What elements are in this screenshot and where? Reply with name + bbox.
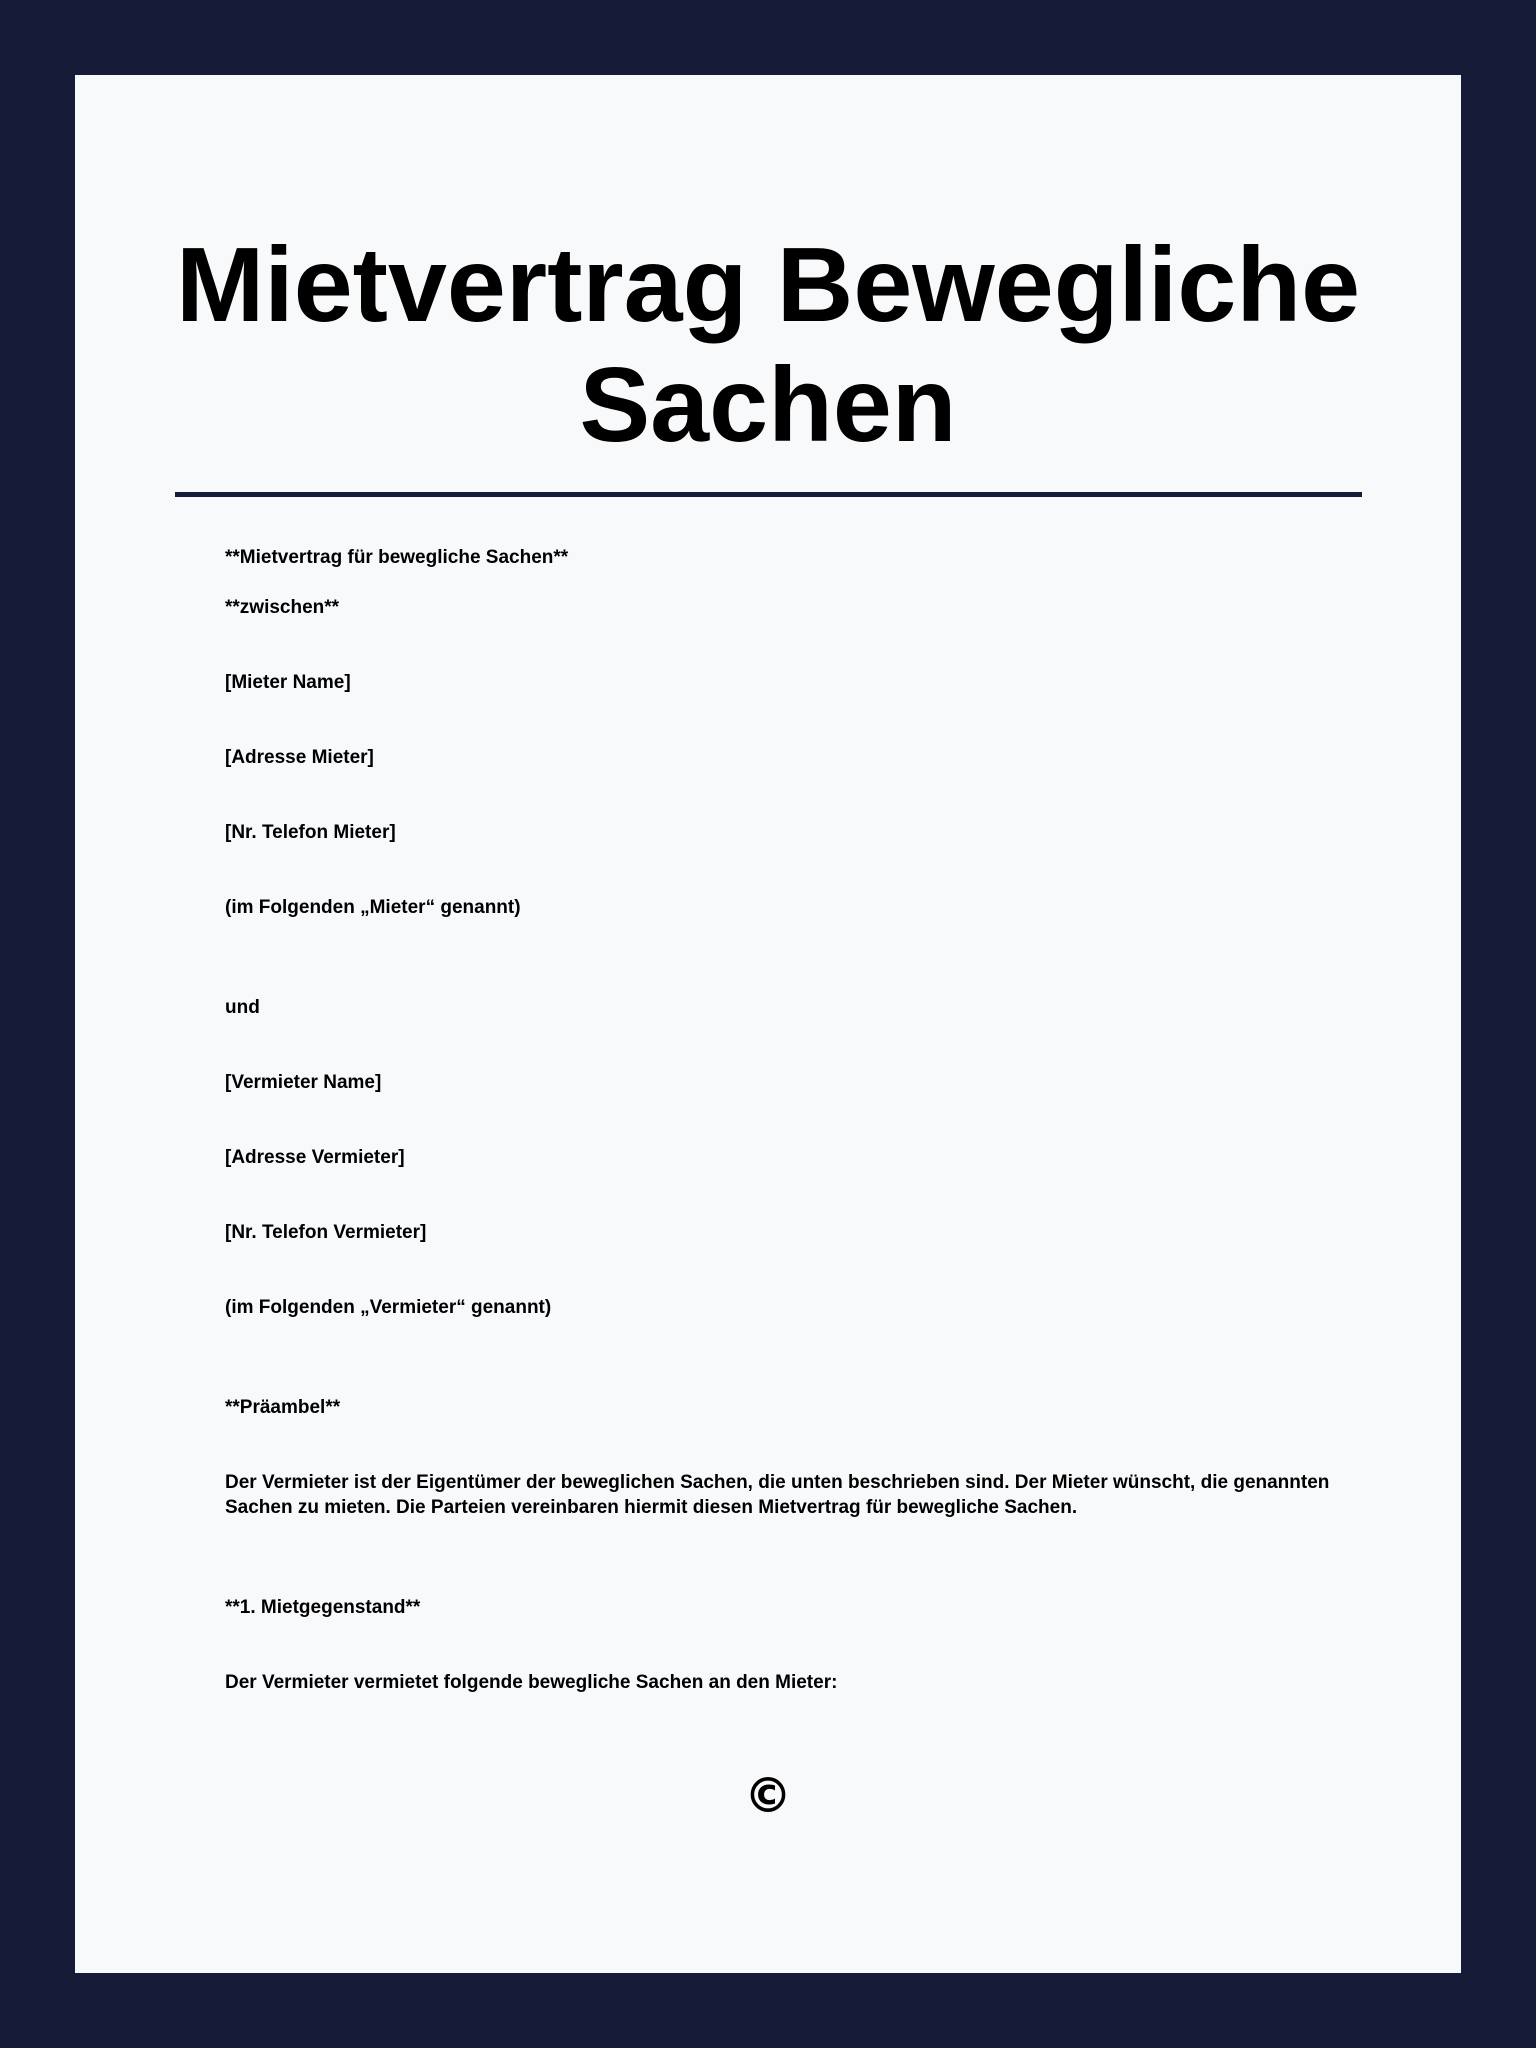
tenant-designation: (im Folgenden „Mieter“ genannt) (225, 897, 521, 918)
tenant-address: [Adresse Mieter] (225, 747, 374, 768)
document-title: Mietvertrag Bewegliche Sachen (175, 226, 1361, 464)
title-divider (175, 492, 1362, 497)
and-label: und (225, 997, 260, 1018)
copyright-icon: © (744, 1768, 792, 1824)
section-1-text: Der Vermieter vermietet folgende bewegliche Sachen an den Mieter: (225, 1672, 838, 1693)
contract-heading: **Mietvertrag für bewegliche Sachen** (225, 547, 569, 568)
landlord-address: [Adresse Vermieter] (225, 1147, 405, 1168)
landlord-designation: (im Folgenden „Vermieter“ genannt) (225, 1297, 552, 1318)
preamble-heading: **Präambel** (225, 1397, 341, 1418)
document-page (75, 75, 1461, 1973)
preamble-text: Der Vermieter ist der Eigentümer der beweglichen Sachen, die unten beschrieben sind. Der Mieter wünscht, die genannten Sachen zu mieten. Die Parteien vereinbaren hiermit diesen Mietvertrag für bewegliche Sachen. (225, 1472, 1330, 1518)
between-label: **zwischen** (225, 597, 340, 618)
tenant-phone: [Nr. Telefon Mieter] (225, 822, 396, 843)
landlord-phone: [Nr. Telefon Vermieter] (225, 1222, 427, 1243)
tenant-name: [Mieter Name] (225, 672, 351, 693)
section-1-heading: **1. Mietgegenstand** (225, 1597, 421, 1618)
landlord-name: [Vermieter Name] (225, 1072, 382, 1093)
